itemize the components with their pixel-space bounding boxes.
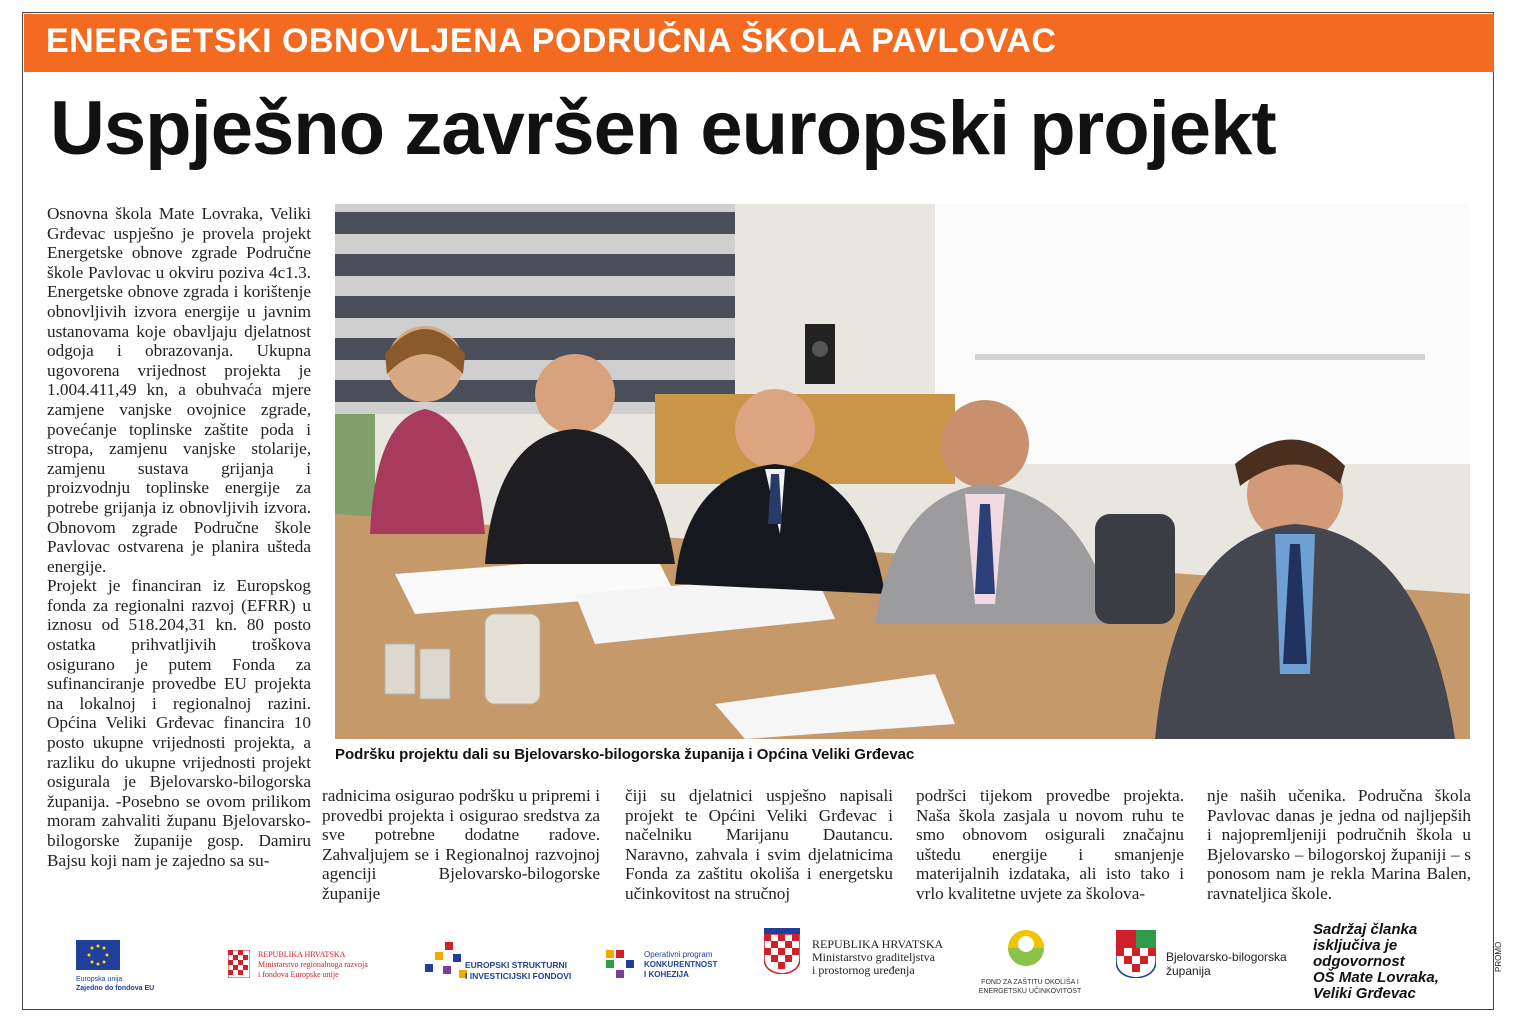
logo-text: FOND ZA ZAŠTITU OKOLIŠA I xyxy=(981,979,1079,986)
op-squares-icon xyxy=(606,950,636,980)
logo-text: REPUBLIKA HRVATSKA xyxy=(258,950,346,959)
logo-text: i fondova Europske unije xyxy=(258,970,339,979)
logo-text: REPUBLIKA HRVATSKA xyxy=(812,937,944,951)
logo-text: Operativni program xyxy=(644,950,713,959)
article-column-1 xyxy=(47,204,311,870)
disclaimer-note xyxy=(1313,922,1453,1002)
note-line: Veliki Grđevac xyxy=(1313,985,1416,1002)
note-line: isključiva je xyxy=(1313,937,1398,954)
logo-text: Bjelovarsko-bilogorska xyxy=(1166,950,1287,964)
logo-text: I KOHEZIJA xyxy=(644,970,689,979)
paragraph: Osnovna škola Mate Lovraka, Veliki Grđevac uspješno je provela projekt Energetske obnove zgrade Područne škole Pavlovac u okviru poziva 4c1.3. Energetske obnove zgrada i korištenje obnovljivih izvora energije u javnim ustanovama koje obavljaju djelatnost odgoja i obrazovanja. Ukupna ugovorena vrijednost projekta je 1.004.411,49 kn, a obuhvaća mjere zamjene vanjske ovojnice zgrade, povećanje toplinske zaštite poda i stropa, zamjenu vanjske stolarije, zamjenu sustava grijanja i proizvodnju toplinske energije za potrebe grijanja iz obnovljivih izvora. Obnovom zgrade Područne škole Pavlovac ostvarena je planira ušteda energije. xyxy=(47,204,311,576)
logo-text: i prostornog uređenja xyxy=(812,963,915,977)
logo-text: KONKURENTNOST xyxy=(644,960,718,969)
article-column-5: nje naših učenika. Područna škola Pavlovac danas je jedna od najljepših i najopremljeniji područnih škola u Bjelovarsko – bilogorskoj županiji – s ponosom nam je rekla Marina Balen, ravnateljica škole. xyxy=(1207,786,1471,903)
logo-text: Zajedno do fondova EU xyxy=(76,985,155,992)
croatian-coat-of-arms-icon xyxy=(764,928,800,974)
note-line: odgovornost xyxy=(1313,953,1405,970)
logo-text: ENERGETSKU UČINKOVITOST xyxy=(978,988,1082,995)
article-column-3: čiji su djelatnici uspješno napisali projekt te Općini Veliki Grđevac i načelniku Marijanu Dautancu. Naravno, zahvala i svim djelatnicima Fonda za zaštitu okoliša i energetsku učinkovitost na stručnoj xyxy=(625,786,893,903)
kicker-text: ENERGETSKI OBNOVLJENA PODRUČNA ŠKOLA PAVLOVAC xyxy=(46,22,1057,60)
photo-caption: Podršku projektu dali su Bjelovarsko-bilogorska županija i Općina Veliki Grđevac xyxy=(335,746,915,763)
esif-squares-icon xyxy=(425,942,467,982)
article-column-2: radnicima osigurao podršku u pripremi i provedbi projekta i osigurao sredstva za sve potrebne dodatne radove. Zahvaljujem se i Regionalnoj razvojnoj agenciji Bjelovarsko-bilogorske županije xyxy=(322,786,600,903)
headline: Uspješno završen europski projekt xyxy=(50,86,1276,171)
paragraph: Projekt je financiran iz Europskog fonda za regionalni razvoj (EFRR) u iznosu od 518.204,31 kn. 80 posto ostatka prihvatljivih troškova osigurano je putem Fonda za sufinanciranje provedbe EU projekta na lokalnoj i regionalnoj razini. Općina Veliki Grđevac financira 10 posto ukupne vrijednosti projekta, a razliku do ukupne vrijednosti projekt osigurala je Bjelovarsko-bilogorska županija. -Posebno se ovom prilikom moram zahvaliti županu Bjelovarsko-bilogorske županije gosp. Damiru Bajsu koji nam je zajedno sa su- xyxy=(47,576,311,870)
logo-text: Europska unija xyxy=(76,976,123,983)
note-line: Sadržaj članka xyxy=(1313,921,1418,938)
eu-flag-icon xyxy=(76,940,120,970)
article-column-4: podršci tijekom provedbe projekta. Naša škola zasjala u novom ruhu te smo obnovom osigurali značajnu uštedu energije i smanjenje materijalnih izdataka, ali isto tako i vrlo kvalitetne uvjete za školova- xyxy=(916,786,1184,903)
sponsor-logos xyxy=(40,928,1480,1003)
kicker-bar xyxy=(24,14,1494,72)
logo-text: EUROPSKI STRUKTURNI xyxy=(465,960,568,970)
county-coat-of-arms-icon xyxy=(1116,930,1156,978)
logo-text: Ministarstvo regionalnoga razvoja xyxy=(258,960,368,969)
article-photo xyxy=(335,204,1470,739)
logo-text: Ministarstvo graditeljstva xyxy=(812,950,935,964)
logo-text: županija xyxy=(1166,964,1211,978)
promo-label: PROMO xyxy=(1494,941,1503,972)
fund-sun-icon xyxy=(1006,928,1046,968)
logo-text: I INVESTICIJSKI FONDOVI xyxy=(465,971,572,981)
croatian-coat-of-arms-icon xyxy=(228,950,250,978)
eu-logo xyxy=(76,940,154,993)
note-line: OŠ Mate Lovraka, xyxy=(1313,969,1439,986)
